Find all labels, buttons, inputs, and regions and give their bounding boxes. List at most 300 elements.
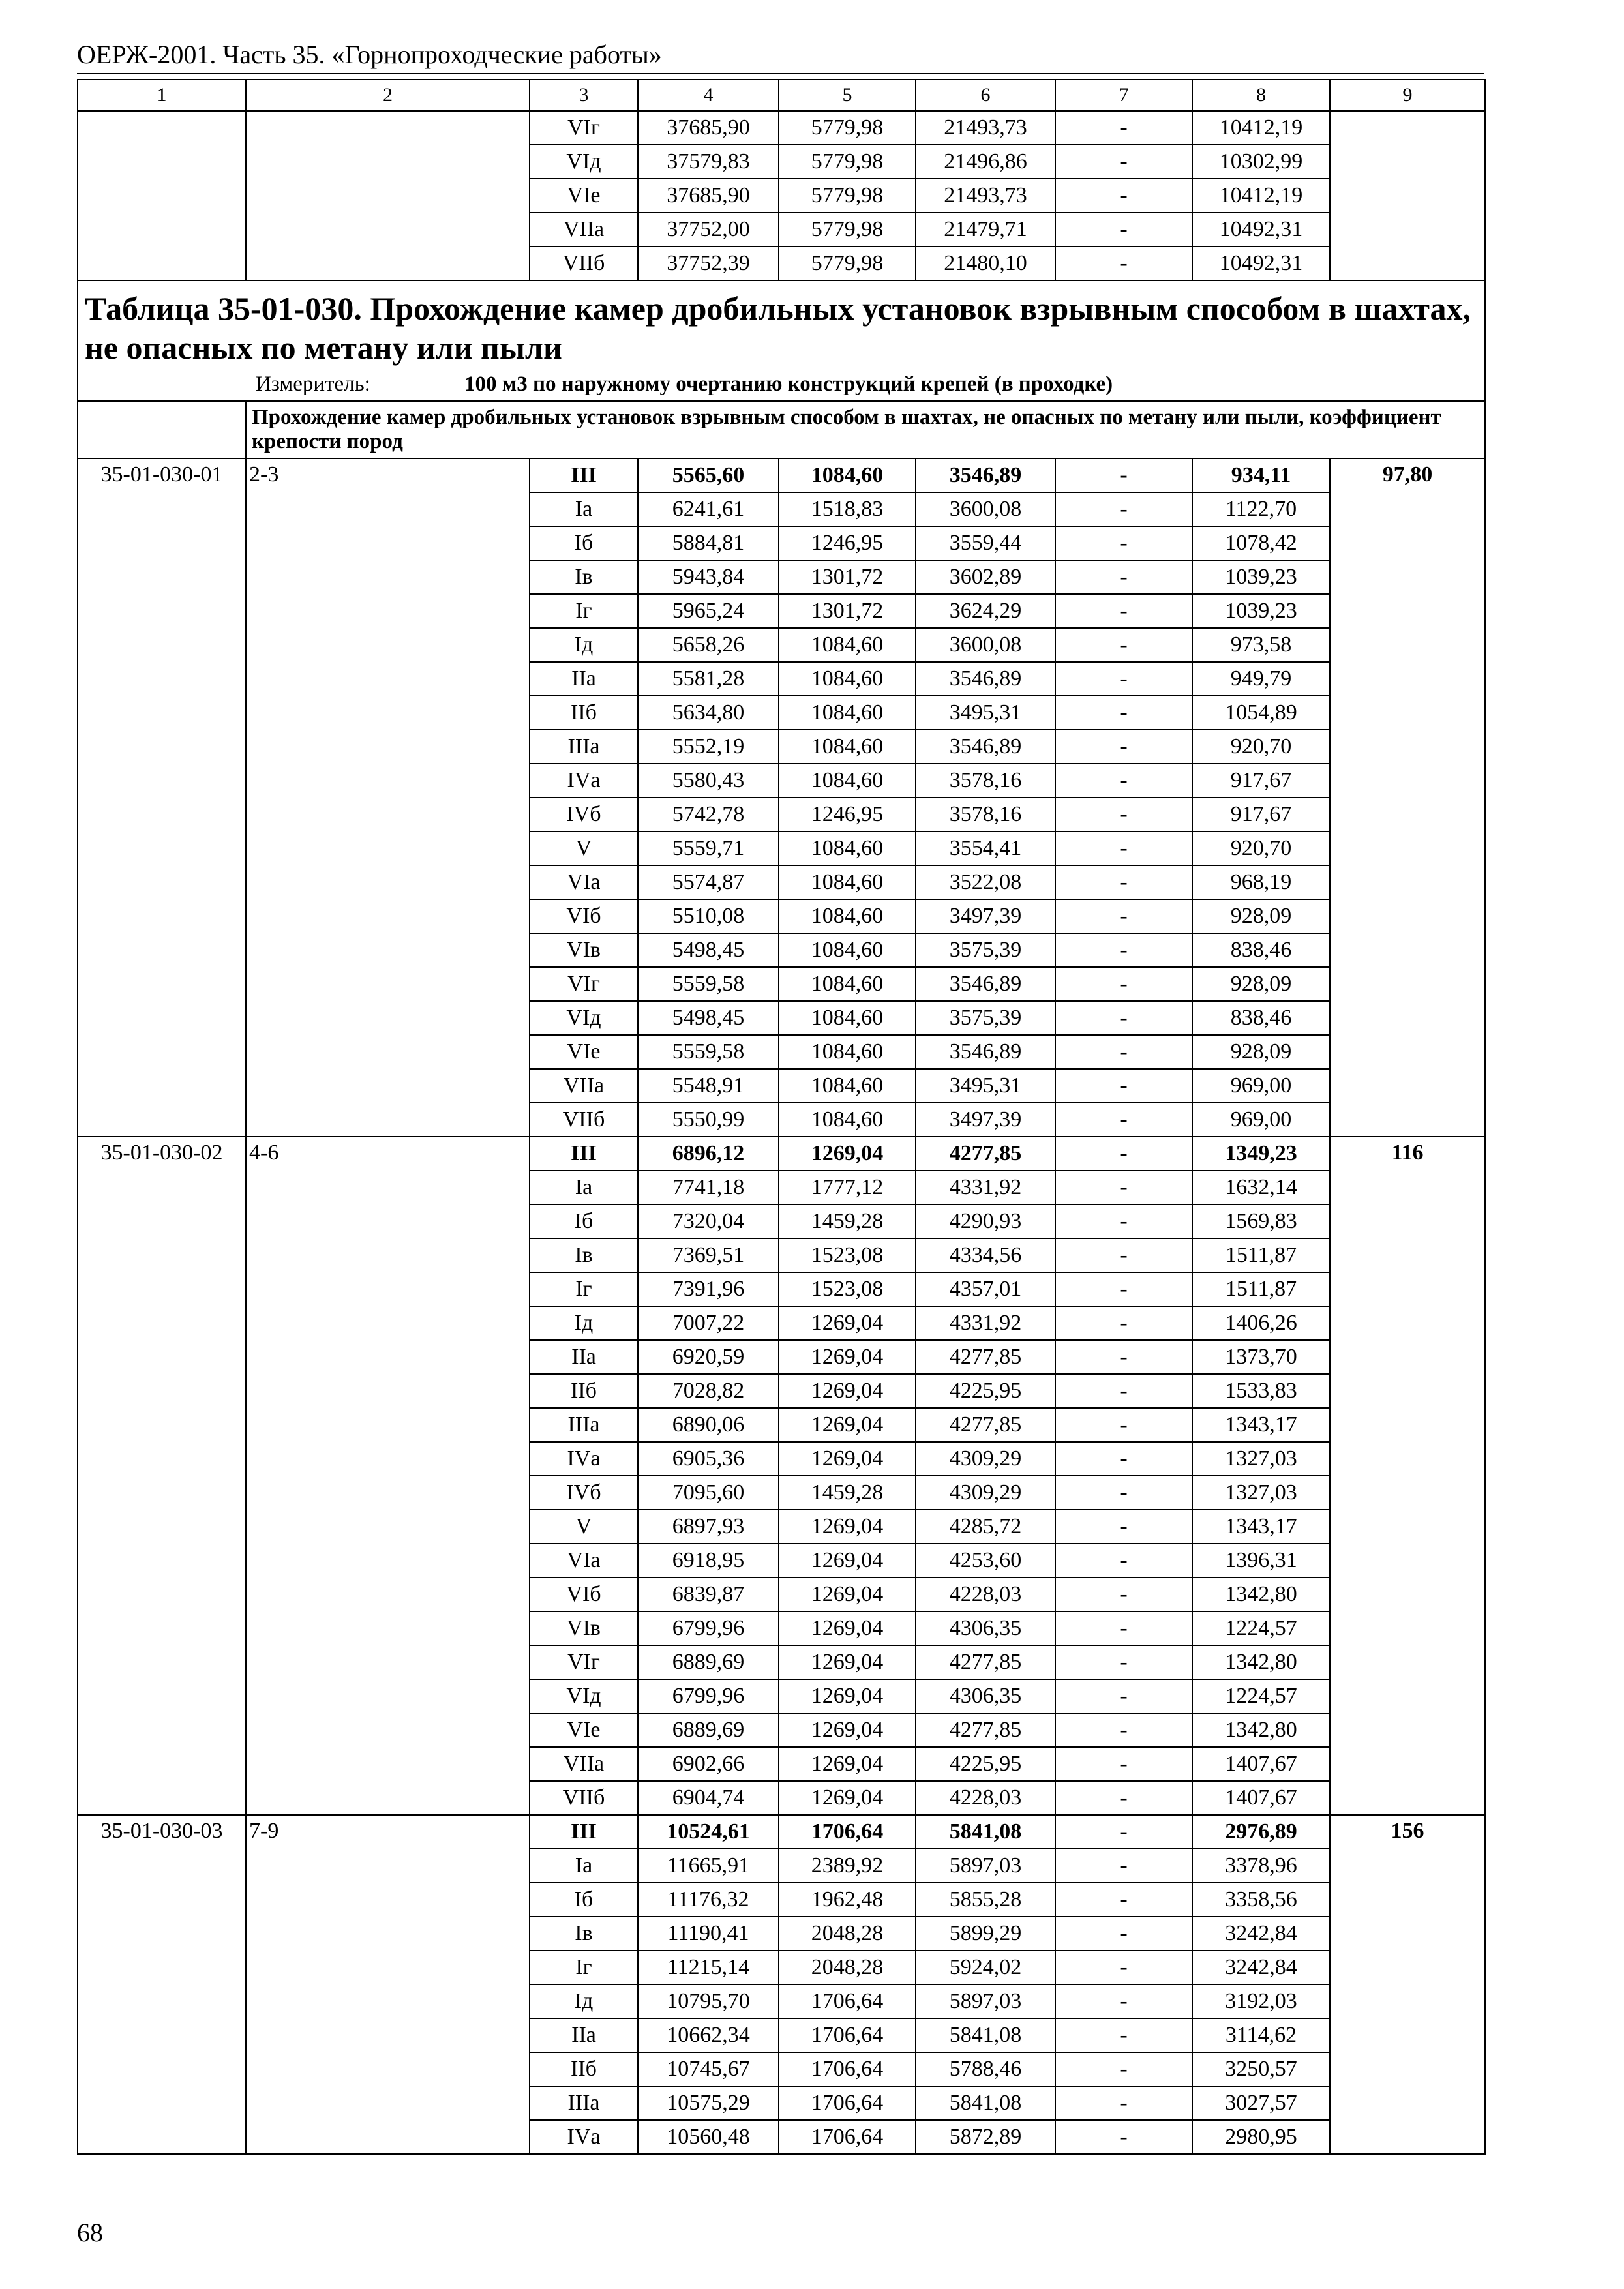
materials-cost-cell: 10492,31 — [1192, 213, 1330, 247]
materials-cost-cell: 973,58 — [1192, 628, 1330, 662]
materials-cost-cell: 1342,80 — [1192, 1645, 1330, 1679]
hardness-range-cell — [246, 145, 530, 179]
hardness-range-cell — [246, 1713, 530, 1747]
driver-wages-cell: - — [1055, 865, 1192, 899]
labor-cost-cell — [1330, 2120, 1485, 2154]
rock-category-cell: VIе — [530, 179, 638, 213]
wages-cell: 1084,60 — [779, 899, 916, 933]
rate-code-cell — [78, 1035, 246, 1069]
materials-cost-cell: 3114,62 — [1192, 2018, 1330, 2052]
labor-cost-cell — [1330, 696, 1485, 730]
wages-cell: 1269,04 — [779, 1781, 916, 1815]
rate-code-cell — [78, 1171, 246, 1204]
labor-cost-cell — [1330, 1645, 1485, 1679]
hardness-range-cell — [246, 594, 530, 628]
rate-code-cell — [78, 1849, 246, 1883]
rate-code-cell — [78, 831, 246, 865]
table-row — [78, 1340, 1485, 1374]
labor-cost-cell — [1330, 1171, 1485, 1204]
machines-cost-cell: 21493,73 — [916, 179, 1055, 213]
machines-cost-cell: 3624,29 — [916, 594, 1055, 628]
hardness-range-cell — [246, 1917, 530, 1951]
measure-value: 100 м3 по наружному очертанию конструкций крепей (в проходке) — [464, 372, 1113, 396]
machines-cost-cell: 4357,01 — [916, 1272, 1055, 1306]
rock-category-cell: Iв — [530, 1917, 638, 1951]
table-row — [78, 111, 1485, 145]
table-row — [78, 1747, 1485, 1781]
wages-cell: 2048,28 — [779, 1951, 916, 1984]
wages-cell: 1459,28 — [779, 1476, 916, 1510]
wages-cell: 1518,83 — [779, 492, 916, 526]
total-cost-cell: 5498,45 — [638, 933, 779, 967]
rock-category-cell: IVб — [530, 798, 638, 831]
table-row — [78, 1713, 1485, 1747]
driver-wages-cell: - — [1055, 1510, 1192, 1544]
total-cost-cell: 7741,18 — [638, 1171, 779, 1204]
wages-cell: 1706,64 — [779, 2052, 916, 2086]
hardness-range-cell — [246, 662, 530, 696]
driver-wages-cell: - — [1055, 899, 1192, 933]
materials-cost-cell: 10412,19 — [1192, 179, 1330, 213]
materials-cost-cell: 1511,87 — [1192, 1238, 1330, 1272]
rock-category-cell: IVа — [530, 2120, 638, 2154]
driver-wages-cell: - — [1055, 1611, 1192, 1645]
measure-line — [85, 372, 1478, 396]
hardness-range-cell — [246, 2086, 530, 2120]
materials-cost-cell: 1396,31 — [1192, 1544, 1330, 1578]
machines-cost-cell: 3600,08 — [916, 492, 1055, 526]
materials-cost-cell: 1343,17 — [1192, 1510, 1330, 1544]
labor-cost-value: 97,80 — [1382, 462, 1433, 486]
total-cost-cell: 5965,24 — [638, 594, 779, 628]
table-row — [78, 458, 1485, 492]
machines-cost-cell: 5899,29 — [916, 1917, 1055, 1951]
hardness-range-cell — [246, 1306, 530, 1340]
wages-cell: 5779,98 — [779, 213, 916, 247]
hardness-range-cell — [246, 1238, 530, 1272]
driver-wages-cell: - — [1055, 247, 1192, 280]
rate-code-cell — [78, 1713, 246, 1747]
materials-cost-cell: 934,11 — [1192, 458, 1330, 492]
table-row — [78, 1476, 1485, 1510]
total-cost-cell: 11190,41 — [638, 1917, 779, 1951]
hardness-range-cell — [246, 798, 530, 831]
machines-cost-cell: 21480,10 — [916, 247, 1055, 280]
total-cost-cell: 6839,87 — [638, 1578, 779, 1611]
wages-cell: 1084,60 — [779, 933, 916, 967]
labor-cost-cell — [1330, 1272, 1485, 1306]
total-cost-cell: 5510,08 — [638, 899, 779, 933]
labor-cost-cell — [1330, 933, 1485, 967]
wages-cell: 1706,64 — [779, 1984, 916, 2018]
wages-cell: 1084,60 — [779, 696, 916, 730]
machines-cost-cell: 3578,16 — [916, 764, 1055, 798]
labor-cost-cell — [1330, 1951, 1485, 1984]
rock-category-cell: III — [530, 1815, 638, 1849]
table-row — [78, 179, 1485, 213]
machines-cost-cell: 5897,03 — [916, 1849, 1055, 1883]
materials-cost-cell: 1407,67 — [1192, 1781, 1330, 1815]
hardness-range-cell — [246, 1171, 530, 1204]
rock-category-cell: VIг — [530, 111, 638, 145]
rock-category-cell: III — [530, 1137, 638, 1171]
rock-category-cell: IVа — [530, 764, 638, 798]
total-cost-cell: 6904,74 — [638, 1781, 779, 1815]
rate-code-cell — [78, 1883, 246, 1917]
machines-cost-cell: 4225,95 — [916, 1747, 1055, 1781]
table-row — [78, 1951, 1485, 1984]
table-row — [78, 1781, 1485, 1815]
materials-cost-cell: 969,00 — [1192, 1069, 1330, 1103]
labor-cost-cell — [1330, 1137, 1485, 1171]
table-row — [78, 1815, 1485, 1849]
rock-category-cell: III — [530, 458, 638, 492]
rock-category-cell: IIа — [530, 662, 638, 696]
hardness-range-cell — [246, 1951, 530, 1984]
driver-wages-cell: - — [1055, 967, 1192, 1001]
wages-cell: 1269,04 — [779, 1374, 916, 1408]
total-cost-cell: 7320,04 — [638, 1204, 779, 1238]
driver-wages-cell: - — [1055, 730, 1192, 764]
driver-wages-cell: - — [1055, 145, 1192, 179]
hardness-range-cell — [246, 1103, 530, 1137]
rate-code-cell — [78, 1917, 246, 1951]
column-number-row — [78, 80, 1485, 111]
table-row — [78, 730, 1485, 764]
materials-cost-cell: 1407,67 — [1192, 1747, 1330, 1781]
total-cost-cell: 5574,87 — [638, 865, 779, 899]
labor-cost-cell — [1330, 560, 1485, 594]
driver-wages-cell: - — [1055, 1069, 1192, 1103]
rate-code-cell — [78, 247, 246, 280]
labor-cost-cell — [1330, 2086, 1485, 2120]
total-cost-cell: 6902,66 — [638, 1747, 779, 1781]
rock-category-cell: VIIб — [530, 247, 638, 280]
driver-wages-cell: - — [1055, 526, 1192, 560]
wages-cell: 1459,28 — [779, 1204, 916, 1238]
labor-cost-cell — [1330, 1510, 1485, 1544]
table-row — [78, 1035, 1485, 1069]
wages-cell: 1706,64 — [779, 2018, 916, 2052]
driver-wages-cell: - — [1055, 1713, 1192, 1747]
table-row — [78, 933, 1485, 967]
driver-wages-cell: - — [1055, 1035, 1192, 1069]
materials-cost-cell: 1632,14 — [1192, 1171, 1330, 1204]
hardness-range-cell — [246, 1272, 530, 1306]
machines-cost-cell: 4306,35 — [916, 1679, 1055, 1713]
materials-cost-cell: 838,46 — [1192, 1001, 1330, 1035]
machines-cost-cell: 4228,03 — [916, 1781, 1055, 1815]
driver-wages-cell: - — [1055, 1815, 1192, 1849]
labor-cost-cell — [1330, 899, 1485, 933]
wages-cell: 1269,04 — [779, 1713, 916, 1747]
table-row — [78, 213, 1485, 247]
hardness-range-cell — [246, 1781, 530, 1815]
rate-code-cell — [78, 933, 246, 967]
rate-code-cell — [78, 628, 246, 662]
table-row — [78, 1849, 1485, 1883]
wages-cell: 1269,04 — [779, 1442, 916, 1476]
rock-category-cell: Iа — [530, 1849, 638, 1883]
table-row — [78, 594, 1485, 628]
table-title-cell — [78, 280, 1485, 401]
labor-cost-cell — [1330, 145, 1485, 179]
driver-wages-cell: - — [1055, 1544, 1192, 1578]
total-cost-cell: 5559,58 — [638, 967, 779, 1001]
hardness-range-cell — [246, 1442, 530, 1476]
machines-cost-cell: 3546,89 — [916, 730, 1055, 764]
materials-cost-cell: 10302,99 — [1192, 145, 1330, 179]
total-cost-cell: 37579,83 — [638, 145, 779, 179]
rate-code-cell — [78, 764, 246, 798]
wages-cell: 5779,98 — [779, 247, 916, 280]
labor-cost-cell — [1330, 2052, 1485, 2086]
driver-wages-cell: - — [1055, 1204, 1192, 1238]
wages-cell: 1084,60 — [779, 458, 916, 492]
rate-code-cell: 35-01-030-02 — [78, 1137, 246, 1171]
total-cost-cell: 6799,96 — [638, 1679, 779, 1713]
driver-wages-cell: - — [1055, 213, 1192, 247]
table-row — [78, 2120, 1485, 2154]
labor-cost-cell — [1330, 798, 1485, 831]
rock-category-cell: V — [530, 831, 638, 865]
driver-wages-cell: - — [1055, 2052, 1192, 2086]
hardness-range-cell — [246, 1984, 530, 2018]
rate-code-cell: 35-01-030-01 — [78, 458, 246, 492]
materials-cost-cell: 3192,03 — [1192, 1984, 1330, 2018]
materials-cost-cell: 1224,57 — [1192, 1679, 1330, 1713]
rock-category-cell: Iг — [530, 594, 638, 628]
rock-category-cell: IVб — [530, 1476, 638, 1510]
rock-category-cell: Iд — [530, 628, 638, 662]
labor-cost-cell — [1330, 1611, 1485, 1645]
labor-cost-cell — [1330, 1238, 1485, 1272]
rock-category-cell: V — [530, 1510, 638, 1544]
machines-cost-cell: 3600,08 — [916, 628, 1055, 662]
labor-cost-cell — [1330, 1883, 1485, 1917]
hardness-range-cell — [246, 1679, 530, 1713]
driver-wages-cell: - — [1055, 594, 1192, 628]
labor-cost-cell — [1330, 1917, 1485, 1951]
wages-cell: 1301,72 — [779, 594, 916, 628]
driver-wages-cell: - — [1055, 560, 1192, 594]
labor-cost-cell — [1330, 179, 1485, 213]
labor-cost-cell — [1330, 1374, 1485, 1408]
hardness-range-cell: 2-3 — [246, 458, 530, 492]
total-cost-cell: 6897,93 — [638, 1510, 779, 1544]
hardness-range-cell — [246, 696, 530, 730]
driver-wages-cell: - — [1055, 2018, 1192, 2052]
driver-wages-cell: - — [1055, 1374, 1192, 1408]
materials-cost-cell: 3242,84 — [1192, 1951, 1330, 1984]
total-cost-cell: 11176,32 — [638, 1883, 779, 1917]
machines-cost-cell: 3497,39 — [916, 899, 1055, 933]
wages-cell: 1301,72 — [779, 560, 916, 594]
labor-cost-cell — [1330, 1781, 1485, 1815]
column-number: 3 — [530, 80, 638, 111]
labor-cost-cell — [1330, 1204, 1485, 1238]
materials-cost-cell: 917,67 — [1192, 798, 1330, 831]
column-number: 2 — [246, 80, 530, 111]
rate-code-cell — [78, 2086, 246, 2120]
driver-wages-cell: - — [1055, 1272, 1192, 1306]
wages-cell: 1246,95 — [779, 526, 916, 560]
total-cost-cell: 6920,59 — [638, 1340, 779, 1374]
materials-cost-cell: 928,09 — [1192, 967, 1330, 1001]
column-number: 4 — [638, 80, 779, 111]
rock-category-cell: Iд — [530, 1984, 638, 2018]
materials-cost-cell: 917,67 — [1192, 764, 1330, 798]
rock-category-cell: VIIа — [530, 1747, 638, 1781]
hardness-range-cell — [246, 1476, 530, 1510]
table-row — [78, 1374, 1485, 1408]
rate-code-cell — [78, 1408, 246, 1442]
table-row — [78, 899, 1485, 933]
rate-code-cell — [78, 1306, 246, 1340]
wages-cell: 2048,28 — [779, 1917, 916, 1951]
materials-cost-cell: 1342,80 — [1192, 1713, 1330, 1747]
driver-wages-cell: - — [1055, 1917, 1192, 1951]
labor-cost-cell — [1330, 1442, 1485, 1476]
table-title: Таблица 35-01-030. Прохождение камер дробильных установок взрывным способом в шахтах, не опасных по метану или пыли — [85, 290, 1471, 366]
labor-cost-cell — [1330, 1340, 1485, 1374]
driver-wages-cell: - — [1055, 1340, 1192, 1374]
table-title-row — [78, 280, 1485, 401]
hardness-range-cell — [246, 628, 530, 662]
machines-cost-cell: 3495,31 — [916, 1069, 1055, 1103]
rock-category-cell: VIд — [530, 1001, 638, 1035]
materials-cost-cell: 949,79 — [1192, 662, 1330, 696]
total-cost-cell: 5548,91 — [638, 1069, 779, 1103]
total-cost-cell: 10560,48 — [638, 2120, 779, 2154]
rock-category-cell: VIIа — [530, 213, 638, 247]
wages-cell: 1962,48 — [779, 1883, 916, 1917]
materials-cost-cell: 2976,89 — [1192, 1815, 1330, 1849]
hardness-range-cell — [246, 1204, 530, 1238]
materials-cost-cell: 838,46 — [1192, 933, 1330, 967]
description-spacer — [78, 401, 246, 458]
total-cost-cell: 5943,84 — [638, 560, 779, 594]
rock-category-cell: IVа — [530, 1442, 638, 1476]
materials-cost-cell: 920,70 — [1192, 730, 1330, 764]
total-cost-cell: 37752,00 — [638, 213, 779, 247]
rock-category-cell: Iб — [530, 1204, 638, 1238]
hardness-range-cell: 7-9 — [246, 1815, 530, 1849]
machines-cost-cell: 4277,85 — [916, 1137, 1055, 1171]
table-row — [78, 696, 1485, 730]
rate-code-cell — [78, 179, 246, 213]
rock-category-cell: VIа — [530, 865, 638, 899]
driver-wages-cell: - — [1055, 1408, 1192, 1442]
driver-wages-cell: - — [1055, 1849, 1192, 1883]
rock-category-cell: Iа — [530, 492, 638, 526]
rate-code-cell — [78, 1510, 246, 1544]
total-cost-cell: 6889,69 — [638, 1713, 779, 1747]
driver-wages-cell: - — [1055, 458, 1192, 492]
hardness-range-cell — [246, 1001, 530, 1035]
materials-cost-cell: 1054,89 — [1192, 696, 1330, 730]
wages-cell: 1084,60 — [779, 865, 916, 899]
total-cost-cell: 5565,60 — [638, 458, 779, 492]
labor-cost-cell — [1330, 1578, 1485, 1611]
rate-code-cell — [78, 865, 246, 899]
driver-wages-cell: - — [1055, 628, 1192, 662]
rate-code-cell — [78, 1442, 246, 1476]
rate-code-cell — [78, 145, 246, 179]
rate-code-cell — [78, 1747, 246, 1781]
hardness-range-cell — [246, 526, 530, 560]
machines-cost-cell: 4306,35 — [916, 1611, 1055, 1645]
machines-cost-cell: 3546,89 — [916, 967, 1055, 1001]
table-row — [78, 1917, 1485, 1951]
hardness-range-cell — [246, 247, 530, 280]
materials-cost-cell: 2980,95 — [1192, 2120, 1330, 2154]
hardness-range-cell — [246, 933, 530, 967]
rock-category-cell: VIIб — [530, 1103, 638, 1137]
column-number: 5 — [779, 80, 916, 111]
driver-wages-cell: - — [1055, 1442, 1192, 1476]
machines-cost-cell: 3546,89 — [916, 1035, 1055, 1069]
labor-cost-value: 116 — [1391, 1141, 1424, 1165]
table-row — [78, 1001, 1485, 1035]
labor-cost-cell — [1330, 1713, 1485, 1747]
materials-cost-cell: 3027,57 — [1192, 2086, 1330, 2120]
total-cost-cell: 5581,28 — [638, 662, 779, 696]
rate-code-cell — [78, 1645, 246, 1679]
table-row — [78, 1611, 1485, 1645]
hardness-range-cell — [246, 865, 530, 899]
labor-cost-cell — [1330, 492, 1485, 526]
total-cost-cell: 6241,61 — [638, 492, 779, 526]
rate-code-cell — [78, 594, 246, 628]
driver-wages-cell: - — [1055, 1679, 1192, 1713]
rock-category-cell: Iг — [530, 1272, 638, 1306]
total-cost-cell: 11215,14 — [638, 1951, 779, 1984]
rate-code-cell — [78, 2018, 246, 2052]
rock-category-cell: VIв — [530, 1611, 638, 1645]
total-cost-cell: 5580,43 — [638, 764, 779, 798]
rock-category-cell: IIб — [530, 1374, 638, 1408]
hardness-range-cell — [246, 1611, 530, 1645]
labor-cost-cell — [1330, 1544, 1485, 1578]
wages-cell: 1269,04 — [779, 1578, 916, 1611]
labor-cost-cell — [1330, 1001, 1485, 1035]
rate-code-cell — [78, 798, 246, 831]
labor-cost-cell — [1330, 865, 1485, 899]
machines-cost-cell: 4334,56 — [916, 1238, 1055, 1272]
machines-cost-cell: 4225,95 — [916, 1374, 1055, 1408]
rock-category-cell: VIе — [530, 1035, 638, 1069]
measure-label: Измеритель: — [256, 372, 370, 396]
machines-cost-cell: 21479,71 — [916, 213, 1055, 247]
rock-category-cell: Iа — [530, 1171, 638, 1204]
labor-cost-cell — [1330, 1408, 1485, 1442]
machines-cost-cell: 5788,46 — [916, 2052, 1055, 2086]
rate-code-cell — [78, 2120, 246, 2154]
labor-cost-cell — [1330, 458, 1485, 492]
rock-category-cell: Iв — [530, 560, 638, 594]
rate-code-cell — [78, 967, 246, 1001]
materials-cost-cell: 1327,03 — [1192, 1442, 1330, 1476]
table-row — [78, 492, 1485, 526]
machines-cost-cell: 4331,92 — [916, 1306, 1055, 1340]
table-row — [78, 145, 1485, 179]
machines-cost-cell: 4309,29 — [916, 1476, 1055, 1510]
materials-cost-cell: 968,19 — [1192, 865, 1330, 899]
total-cost-cell: 5634,80 — [638, 696, 779, 730]
rate-code-cell — [78, 1679, 246, 1713]
table-row — [78, 2018, 1485, 2052]
